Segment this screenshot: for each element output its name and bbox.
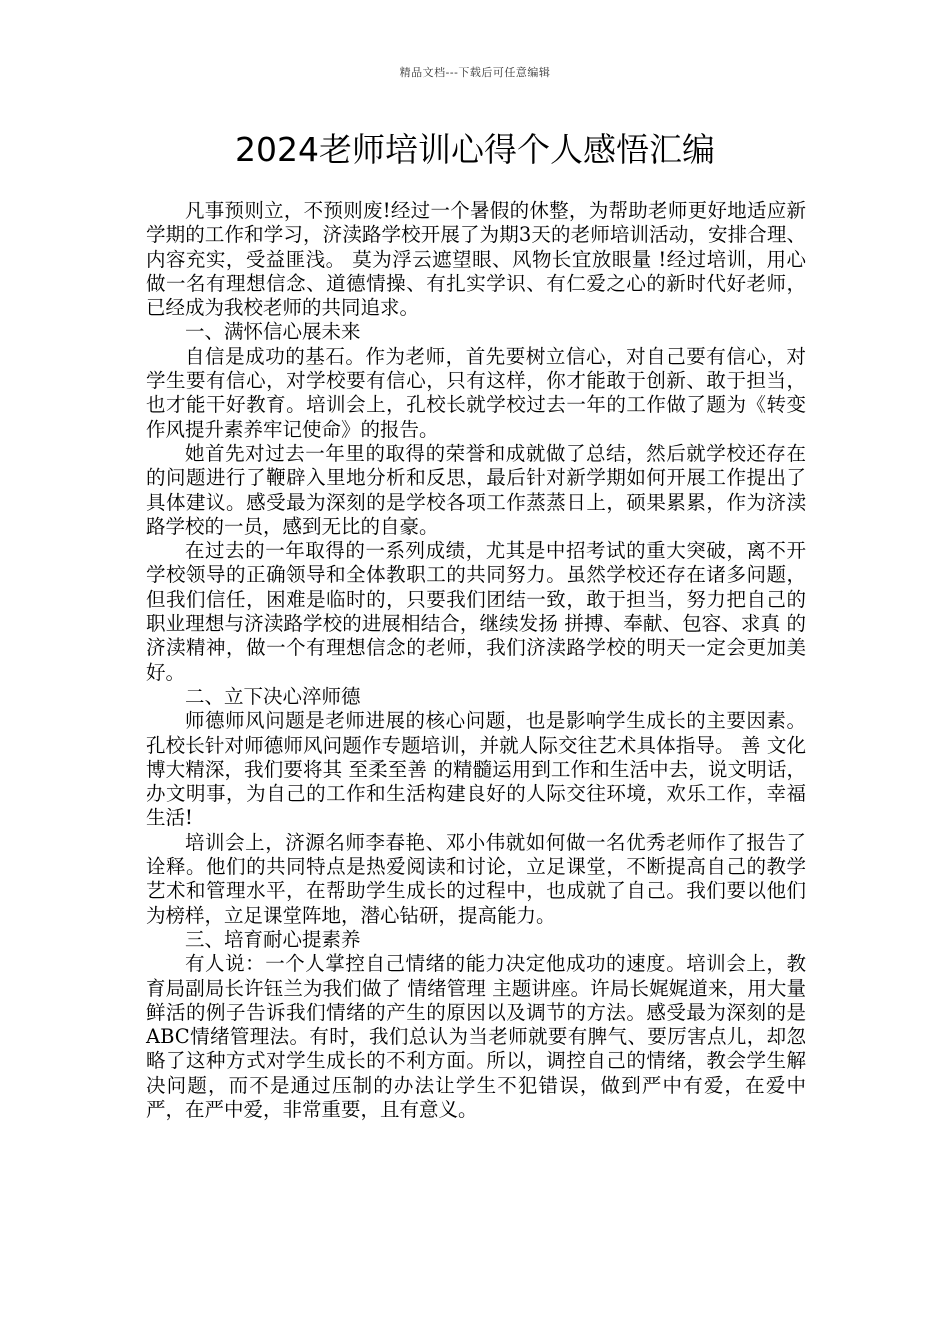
- document-title: 2024老师培训心得个人感悟汇编: [235, 130, 715, 169]
- section-heading-3: 三、培育耐心提素养: [185, 927, 361, 951]
- paragraph: 培训会上，济源名师李春艳、邓小伟就如何做一名优秀老师作了报告了诠释。他们的共同特点是热爱阅读和讨论，立足课堂，不断提高自己的教学艺术和管理水平，在帮助学生成长的过程中，也成就了自己。我们要以他们为榜样，立足课堂阵地，潜心钻研，提高能力。: [146, 830, 806, 927]
- paragraph: 在过去的一年取得的一系列成绩，尤其是中招考试的重大突破，离不开学校领导的正确领导和全体教职工的共同努力。虽然学校还存在诸多问题，但我们信任，困难是临时的，只要我们团结一致，敢于担当，努力把自己的职业理想与济渎路学校的进展相结合，继续发扬 拼搏、奉献、包容、求真 的济渎精神，做一个有理想信念的老师，我们济渎路学校的明天一定会更加美好。: [146, 539, 806, 684]
- paragraph: 自信是成功的基石。作为老师，首先要树立信心，对自己要有信心，对学生要有信心，对学校要有信心，只有这样，你才能敢于创新、敢于担当，也才能干好教育。培训会上，孔校长就学校过去一年的工作做了题为《转变作风提升素养牢记使命》的报告。: [146, 344, 806, 441]
- document-body: [146, 199, 806, 1122]
- section-heading-1: 一、满怀信心展未来: [185, 320, 361, 344]
- section-heading-2: 二、立下决心淬师德: [185, 684, 361, 708]
- header-note: 精品文档---下载后可任意编辑: [399, 66, 551, 79]
- paragraph: 师德师风问题是老师进展的核心问题，也是影响学生成长的主要因素。孔校长针对师德师风问题作专题培训，并就人际交往艺术具体指导。 善 文化博大精深，我们要将其 至柔至善 的精髓运用到工作和生活中去，说文明话，办文明事，为自己的工作和生活构建良好的人际交往环境，欢乐工作，幸福生活!: [146, 709, 806, 830]
- paragraph: 有人说：一个人掌控自己情绪的能力决定他成功的速度。培训会上，教育局副局长许钰兰为我们做了 情绪管理 主题讲座。许局长娓娓道来，用大量鲜活的例子告诉我们情绪的产生的原因以及调节的方法。感受最为深刻的是ABC情绪管理法。有时，我们总认为当老师就要有脾气、要厉害点儿，却忽略了这种方式对学生成长的不利方面。所以，调控自己的情绪，教会学生解决问题，而不是通过压制的办法让学生不犯错误，做到严中有爱，在爱中严，在严中爱，非常重要，且有意义。: [146, 952, 806, 1121]
- paragraph-intro: 凡事预则立，不预则废!经过一个暑假的休整，为帮助老师更好地适应新学期的工作和学习，济渎路学校开展了为期3天的老师培训活动，安排合理、内容充实，受益匪浅。 莫为浮云遮望眼、风物长宜放眼量 !经过培训，用心做一名有理想信念、道德情操、有扎实学识、有仁爱之心的新时代好老师，已经成为我校老师的共同追求。: [146, 199, 806, 320]
- paragraph: 她首先对过去一年里的取得的荣誉和成就做了总结，然后就学校还存在的问题进行了鞭辟入里地分析和反思，最后针对新学期如何开展工作提出了具体建议。感受最为深刻的是学校各项工作蒸蒸日上，硕果累累，作为济渎路学校的一员，感到无比的自豪。: [146, 441, 806, 538]
